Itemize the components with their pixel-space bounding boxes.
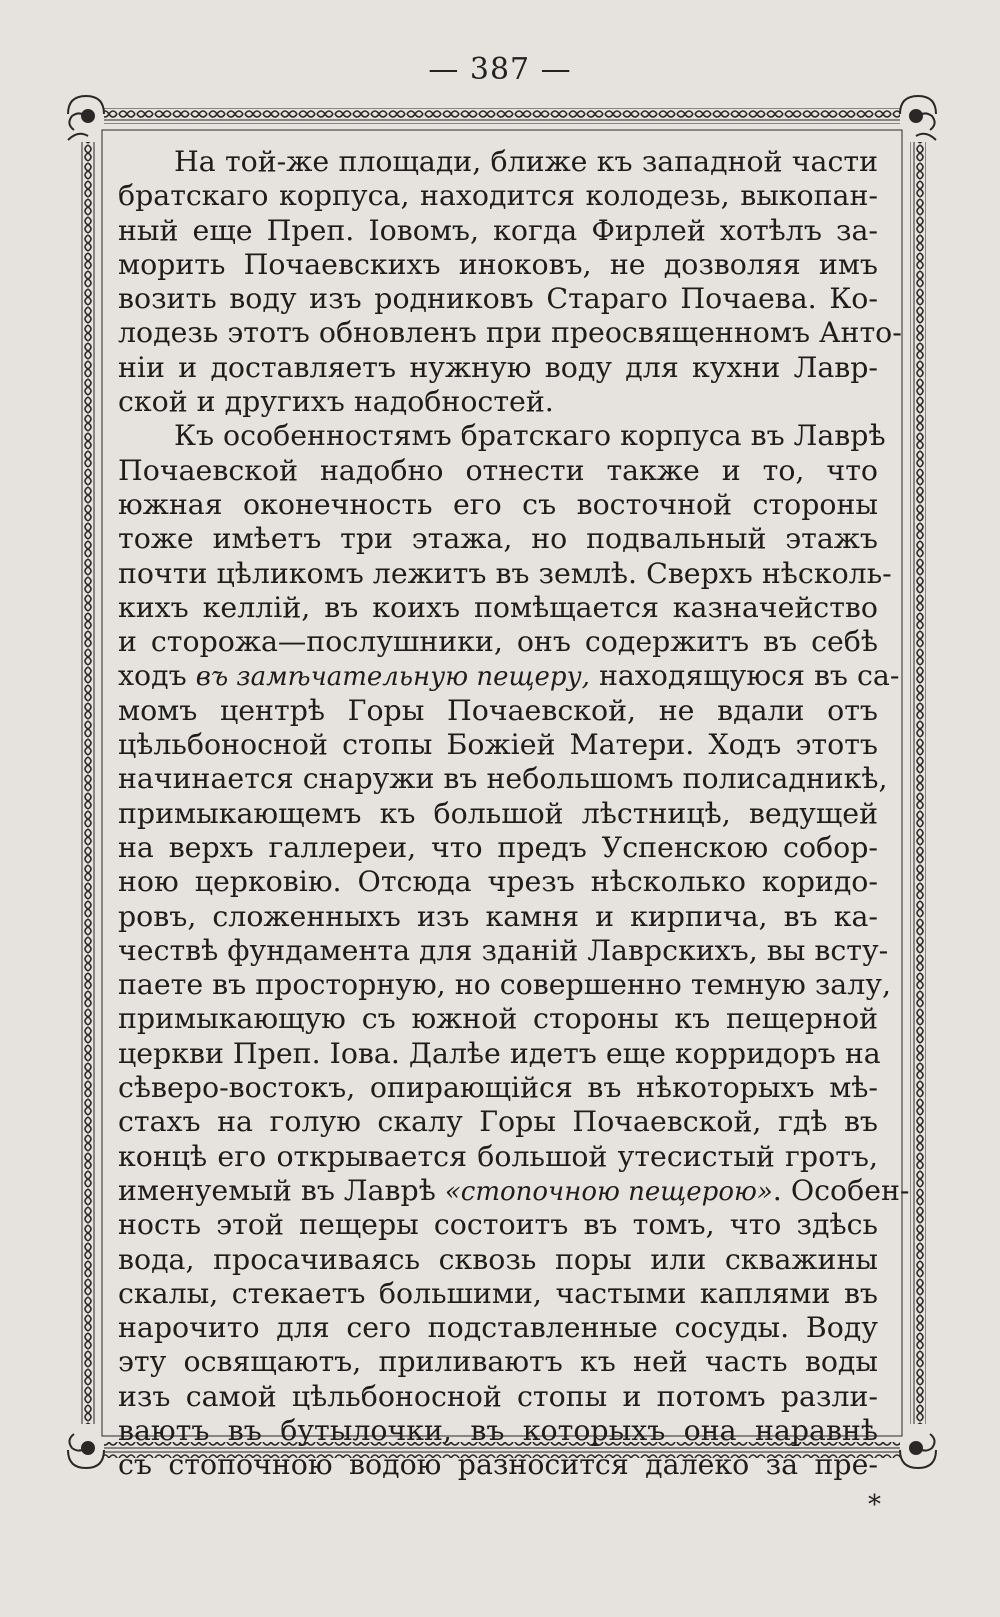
text-line: церкви Преп. Іова. Далѣе идетъ еще корридоръ на [118,1036,881,1070]
text-line: цѣльбоносной стопы Божіей Матери. Ходъ этотъ [118,728,878,762]
text-line: морить Почаевскихъ иноковъ, не дозволяя имъ [118,247,878,281]
text-line: ный еще Преп. Іовомъ, когда Фирлей хотѣлъ за- [118,213,878,247]
page-number: — 387 — [428,52,572,87]
text-line: братскаго корпуса, находится колодезь, выкопан- [118,179,878,213]
text-line: именуемый въ Лаврѣ «стопочною пещерою». Особен- [118,1173,910,1207]
text-line: возить воду изъ родниковъ Стараго Почаева. Ко- [118,282,878,316]
text-line: и сторожа—послушники, онъ содержитъ въ себѣ [118,625,878,659]
text-line: тоже имѣетъ три этажа, но подвальный этажъ [118,522,878,556]
text-line: ною церковію. Отсюда чрезъ нѣсколько коридо- [118,865,878,899]
body-text [118,145,910,1483]
text-line: ваютъ въ бутылочки, въ которыхъ она наравнѣ [118,1413,878,1447]
text-line: ской и другихъ надобностей. [118,385,554,419]
text-line: На той-же площади, ближе къ западной части [174,145,878,178]
text-line: сѣверо-востокъ, опирающійся въ нѣкоторыхъ мѣ- [118,1071,878,1105]
text-line: концѣ его открывается большой утесистый гротъ, [118,1139,878,1173]
text-line: паете въ просторную, но совершенно темную залу, [118,968,891,1002]
text-line: чествѣ фундамента для зданій Лаврскихъ, вы всту- [118,933,889,967]
text-line: изъ самой цѣльбоносной стопы и потомъ разли- [118,1379,878,1413]
text-line: вода, просачиваясь сквозь поры или скважины [118,1242,878,1276]
text-line: примыкающую съ южной стороны къ пещерной [118,1002,878,1036]
text-line: кихъ келлій, въ коихъ помѣщается казначейство [118,590,878,624]
text-line: нарочито для сего подставленные сосуды. Воду [118,1311,878,1345]
text-line: стахъ на голую скалу Горы Почаевской, гдѣ въ [118,1105,878,1139]
italic-phrase: въ замѣчательную пещеру, [195,662,590,693]
text-line: южная оконечность его съ восточной стороны [118,487,878,521]
text-line: на верхъ галлереи, что предъ Успенскою собор- [118,830,878,864]
text-line: ровъ, сложенныхъ изъ камня и кирпича, въ ка- [118,899,878,933]
footer-asterisk: * [868,1490,881,1520]
text-line: скалы, стекаетъ большими, частыми каплями въ [118,1276,878,1310]
text-line: Почаевской надобно отнести также и то, что [118,453,878,487]
text-line: примыкающемъ къ большой лѣстницѣ, ведущей [118,796,878,830]
text-line: ніи и доставляетъ нужную воду для кухни Лавр- [118,350,878,384]
text-line: эту освящаютъ, приливаютъ къ ней часть воды [118,1345,878,1379]
text-line: ность этой пещеры состоитъ въ томъ, что здѣсь [118,1208,878,1242]
text-line: лодезь этотъ обновленъ при преосвященномъ Анто- [118,316,902,350]
text-line: момъ центрѣ Горы Почаевской, не вдали отъ [118,693,878,727]
text-line: съ стопочною водою разносится далеко за пре- [118,1448,878,1482]
text-line: начинается снаружи въ небольшомъ полисадникѣ, [118,762,888,796]
text-line: почти цѣликомъ лежитъ въ землѣ. Сверхъ нѣсколь- [118,556,892,590]
text-line: ходъ въ замѣчательную пещеру, находящуюся въ са- [118,659,900,693]
text-line: Къ особенностямъ братскаго корпуса въ Лаврѣ [174,419,886,453]
italic-phrase: «стопочною пещерою» [444,1176,773,1207]
